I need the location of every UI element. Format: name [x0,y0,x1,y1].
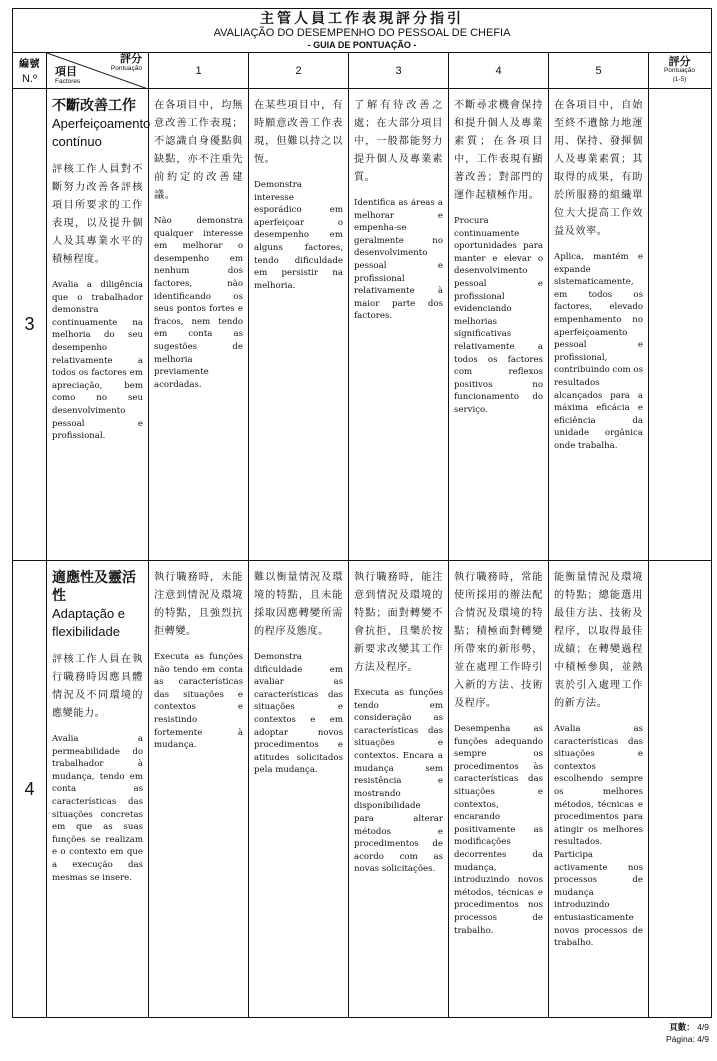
level-desc-zh: 了解有待改善之處；在大部分項目中，一般都能努力提升個人及專業素質。 [354,100,443,183]
level-desc-pt: Executa as funções tendo em consideração as características das situações e contextos. Encara a mudança sem resistência e mostrando disponibilidade para alterar métodos e procedimentos de acordo com as novas solicitações. [354,688,443,875]
factor-number: 4 [13,561,47,1017]
level-5-cell [549,89,649,560]
level-3-cell [349,89,449,560]
page-label-pt: Página: 4/9 [665,1034,709,1044]
level-4-cell [449,89,549,560]
level-2-cell [249,89,349,560]
level-1-cell [149,89,249,560]
header-level-1: 1 [149,53,249,88]
header-score-zh: 評分 [120,52,142,65]
factor-cell [47,561,149,1017]
level-desc-pt: Avalia as características das situações e contextos escolhendo sempre os melhores métodos, técnicas e procedimentos para atingir os melhores resultados. Participa activamente nos processos de mudança introduzindo entusiasticamente novos processos de trabalho. [554,724,643,949]
final-score-pt: Pontuação [663,67,696,74]
page-footer [666,1022,709,1045]
level-desc-zh: 執行職務時，能注意到情況及環境的特點；面對轉變不會抗拒，且樂於按新要求改變其工作方法及程序。 [354,572,443,673]
title-zh: 主管人員工作表現評分指引 [260,11,464,27]
page-number-zh: 4/9 [697,1022,709,1032]
level-desc-zh: 執行職務時，未能注意到情況及環境的特點，且強烈抗拒轉變。 [154,572,243,637]
level-desc-zh: 在各項目中，自始至終不遺餘力地運用、保持、發揮個人及專業素質；其取得的成果，有助於所服務的組織單位大大提高工作效益及效率。 [554,100,643,237]
header-level-4: 4 [449,53,549,88]
level-desc-zh: 能衡量情況及環境的特點；總能選用最佳方法、技術及程序，以取得最佳成績；在轉變過程中積極參與，並熱衷於引入處理工作的新方法。 [554,572,643,709]
header-number [13,53,47,88]
factor-cell [47,89,149,560]
level-2-cell [249,561,349,1017]
factor-title-pt: Aperfeiçoamento contínuo [52,116,151,149]
level-desc-zh: 在某些項目中，有時願意改善工作表現，但難以持之以恆。 [254,100,343,165]
header-level-2: 2 [249,53,349,88]
header-final-score [649,53,710,88]
level-desc-zh: 執行職務時，常能使所採用的辦法配合情況及環境的特點；積極面對轉變所帶來的新形勢，並在處理工作時引入新的方法、技術及程序。 [454,572,543,709]
scoring-guide-table [12,8,712,1018]
subtitle: - GUIA DE PONTUAÇÃO - [307,40,417,50]
level-desc-pt: Demonstra dificuldade em avaliar as características das situações e contextos e em adoptar novos procedimentos e atitudes solicitados pela mudança. [254,652,343,776]
level-desc-pt: Desempenha as funções adequando sempre os procedimentos às características das situações e contextos, encarando positivamente as modificações decorrentes da mudança, introduzindo novos métodos, técnicas e procedimentos nos processos de trabalho. [454,724,543,936]
factor-desc-zh: 評核工作人員對不斷努力改善各評核項目所要求的工作表現，以及提升個人及其專業水平的積極程度。 [52,164,143,265]
factor-title-zh: 不斷改善工作 [52,98,136,114]
factor-number: 3 [13,89,47,560]
header-number-pt: N.º [21,73,38,85]
final-score-zh: 評分 [668,55,691,68]
level-desc-zh: 在各項目中，均無意改善工作表現；不認識自身優點與缺點，亦不注重先前約定的改善建議。 [154,100,243,201]
header-factor-score [47,53,149,88]
level-desc-pt: Aplica, mantém e expande sistematicamente, em todos os factores, elevado empenhamento no aperfeiçoamento pessoal e profissional, contribuindo com os resultados alcançados para a máxima eficácia e eficiência da unidade orgânica onde trabalha. [554,252,644,451]
level-5-cell [549,561,649,1017]
factor-title-zh: 適應性及靈活性 [52,570,136,604]
header-level-5: 5 [549,53,649,88]
level-desc-pt: Executa as funções não tendo em conta as características das situações e contextos e resistindo fortemente à mudança. [154,652,243,751]
level-desc-pt: Identifica as áreas a melhorar e empenha-se geralmente no desenvolvimento pessoal e profissional relativamente à maior parte dos factores. [354,198,443,322]
level-3-cell [349,561,449,1017]
score-entry-cell[interactable] [649,561,710,1017]
score-entry-cell[interactable] [649,89,710,560]
level-desc-zh: 難以衡量情況及環境的特點，且未能採取因應轉變所需的程序及態度。 [254,572,343,637]
level-1-cell [149,561,249,1017]
level-desc-pt: Não demonstra qualquer interesse em melhorar o desempenho em nenhum dos factores, não identificando os seus pontos fortes e fracos, nem tendo em conta as sugestões de melhoria previamente acordadas. [154,216,243,390]
header-number-zh: 編號 [19,59,40,70]
level-4-cell [449,561,549,1017]
factor-row [13,561,711,1017]
level-desc-pt: Demonstra interesse esporádico em aperfeiçoar o desempenho em alguns factores, tendo dificuldade em persistir na melhoria. [254,180,343,291]
level-desc-pt: Procura continuamente oportunidades para manter e elevar o desenvolvimento pessoal e profissional evidenciando melhorias significativas relativamente a todos os factores com reflexos positivos no funcionamento do serviço. [454,216,543,415]
column-header-row [13,53,711,89]
level-desc-zh: 不斷尋求機會保持和提升個人及專業素質；在各項目中，工作表現有顯著改善；對部門的運作起積極作用。 [454,100,543,201]
factor-desc-zh: 評核工作人員在執行職務時因應具體情況及不同環境的應變能力。 [52,654,143,719]
factor-row [13,89,711,561]
header-factor-zh: 項目 [55,65,77,78]
header-score-pt: Pontuação [110,65,142,72]
header-factor-pt: Factores [55,78,81,85]
title-pt: AVALIAÇÃO DO DESEMPENHO DO PESSOAL DE CHEFIA [213,27,511,39]
factor-desc-pt: Avalia a diligência que o trabalhador demonstra continuamente na melhoria do seu desempenho relativamente a todos os factores em apreciação, bem como no seu desenvolvimento pessoal e profissional. [52,280,143,442]
page-label-zh: 頁數： [669,1023,695,1033]
factor-desc-pt: Avalia a permeabilidade do trabalhador à mudança, tendo em conta as características das situações concretas em que as suas funções se realizam e o contexto em que a execução das mesmas se insere. [52,734,143,883]
factor-title-pt: Adaptação e flexibilidade [52,606,126,639]
header-level-3: 3 [349,53,449,88]
final-score-range: (1-5) [672,76,687,83]
document-header [13,9,711,53]
